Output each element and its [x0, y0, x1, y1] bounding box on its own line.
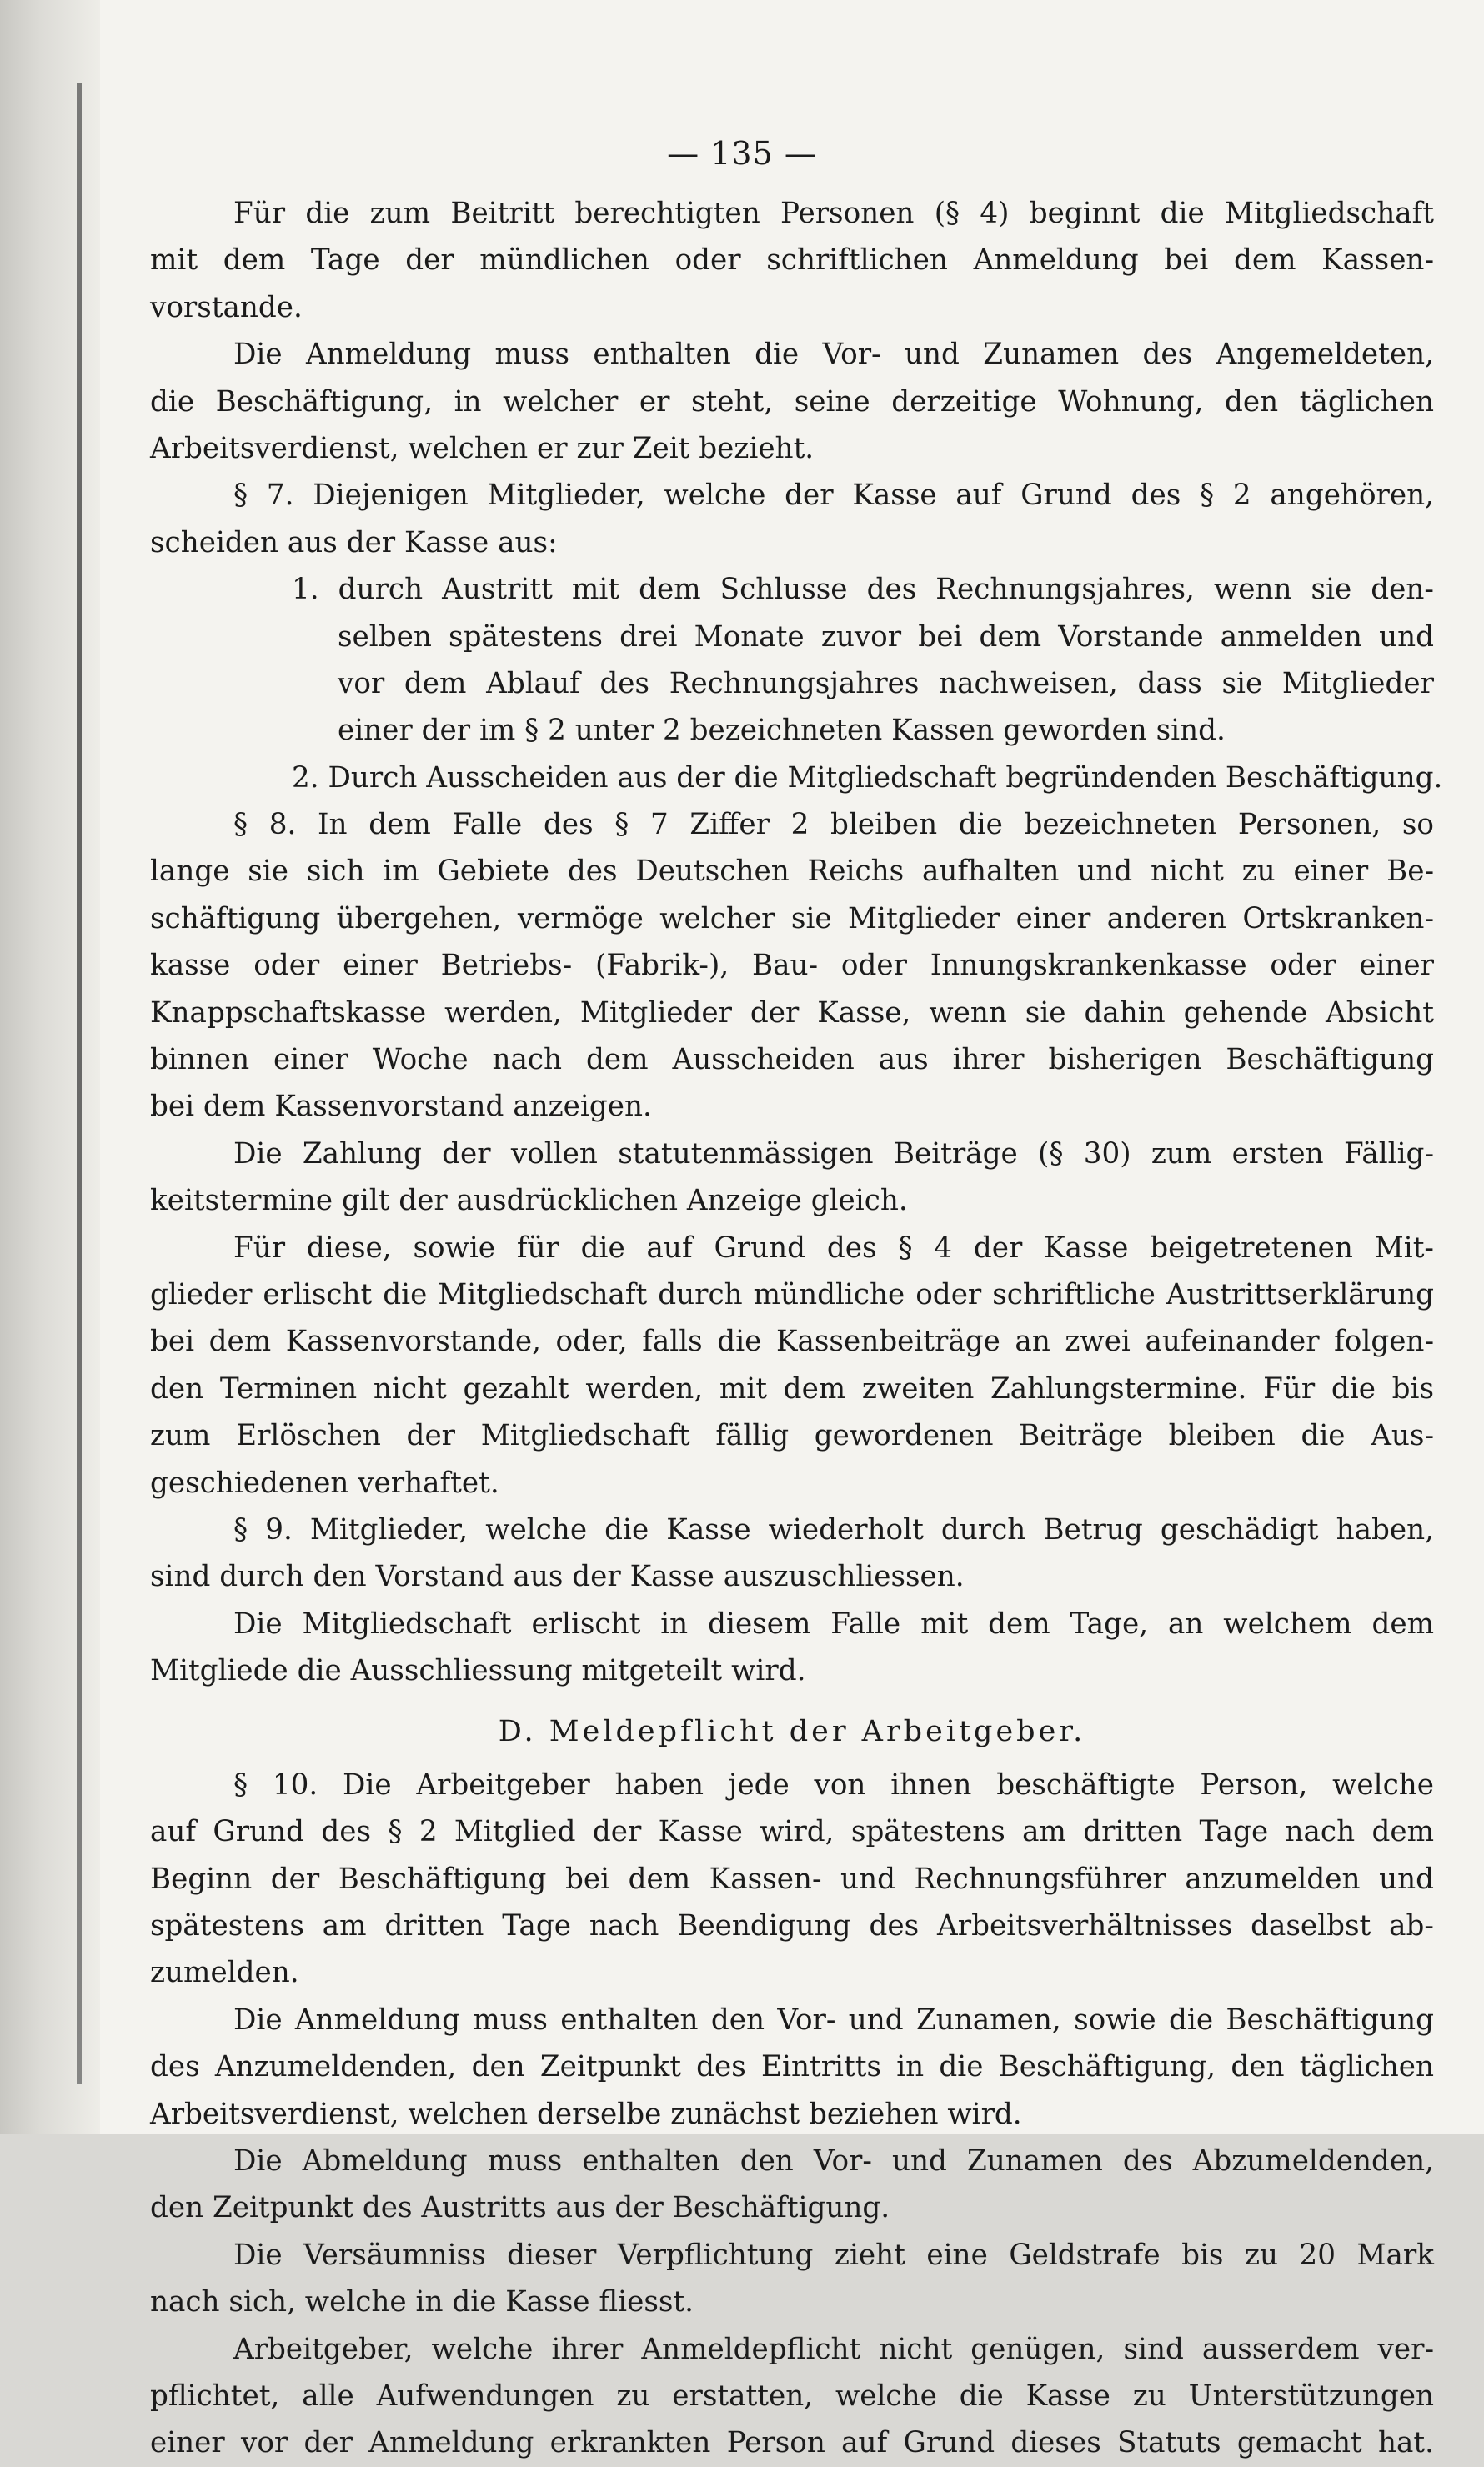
text-line: § 7. Diejenigen Mitglieder, welche der Kasse auf Grund des § 2 angehören,: [233, 479, 1434, 513]
text-line: den Zeitpunkt des Austritts aus der Beschäftigung.: [150, 2191, 890, 2225]
text-line: die Beschäftigung, in welcher er steht, seine derzeitige Wohnung, den täglichen: [150, 384, 1434, 419]
text-line: mit dem Tage der mündlichen oder schriftlichen Anmeldung bei dem Kassen-: [150, 243, 1434, 278]
text-line: Für diese, sowie für die auf Grund des § 4 der Kasse beigetretenen Mit-: [233, 1231, 1434, 1265]
text-line: § 8. In dem Falle des § 7 Ziffer 2 bleiben die bezeichneten Personen, so: [233, 808, 1434, 842]
text-line: spätestens am dritten Tage nach Beendigung des Arbeitsverhältnisses daselbst ab-: [150, 1909, 1434, 1943]
text-line: binnen einer Woche nach dem Ausscheiden aus ihrer bisherigen Beschäftigung: [150, 1043, 1434, 1077]
text-line: Die Anmeldung muss enthalten den Vor- und Zunamen, sowie die Beschäftigung: [233, 2003, 1434, 2037]
text-line: auf Grund des § 2 Mitglied der Kasse wird, spätestens am dritten Tage nach dem: [150, 1815, 1434, 1849]
text-line: keitstermine gilt der ausdrücklichen Anzeige gleich.: [150, 1184, 908, 1218]
text-line: einer der im § 2 unter 2 bezeichneten Kassen geworden sind.: [338, 714, 1226, 748]
text-line: Die Abmeldung muss enthalten den Vor- und Zunamen des Abzumeldenden,: [233, 2144, 1434, 2179]
text-line: nach sich, welche in die Kasse fliesst.: [150, 2285, 694, 2319]
text-line: zum Erlöschen der Mitgliedschaft fällig gewordenen Beiträge bleiben die Aus-: [150, 1419, 1434, 1453]
text-line: selben spätestens drei Monate zuvor bei dem Vorstande anmelden und: [338, 619, 1434, 654]
text-line: Die Anmeldung muss enthalten die Vor- und Zunamen des Angemeldeten,: [233, 338, 1434, 372]
text-line: Für die zum Beitritt berechtigten Personen (§ 4) beginnt die Mitgliedschaft: [233, 197, 1434, 230]
text-line: Knappschaftskasse werden, Mitglieder der Kasse, wenn sie dahin gehende Absicht: [150, 995, 1434, 1030]
body-text: [150, 190, 1443, 2460]
text-line: 2. Durch Ausscheiden aus der die Mitgliedschaft begründenden Beschäftigung.: [292, 760, 1443, 795]
text-line: glieder erlischt die Mitgliedschaft durch mündliche oder schriftliche Austrittserklärung: [150, 1277, 1434, 1311]
text-line: Die Zahlung der vollen statutenmässigen Beiträge (§ 30) zum ersten Fällig-: [233, 1136, 1434, 1171]
text-line: 1. durch Austritt mit dem Schlusse des Rechnungsjahres, wenn sie den-: [292, 573, 1434, 607]
text-line: Mitgliede die Ausschliessung mitgeteilt wird.: [150, 1654, 806, 1688]
text-line: Beginn der Beschäftigung bei dem Kassen- und Rechnungsführer anzumelden und: [150, 1862, 1434, 1896]
text-line: § 9. Mitglieder, welche die Kasse wiederholt durch Betrug geschädigt haben,: [233, 1512, 1434, 1547]
text-line: Arbeitgeber, welche ihrer Anmeldepflicht nicht genügen, sind ausserdem ver-: [233, 2332, 1434, 2366]
page-number: — 135 —: [667, 135, 817, 172]
text-line: Arbeitsverdienst, welchen derselbe zunächst beziehen wird.: [150, 2097, 1022, 2131]
text-line: pflichtet, alle Aufwendungen zu erstatten, welche die Kasse zu Unterstützungen: [150, 2379, 1434, 2413]
text-line: bei dem Kassenvorstande, oder, falls die Kassenbeiträge an zwei aufeinander folgen-: [150, 1325, 1434, 1359]
text-line: vor dem Ablauf des Rechnungsjahres nachweisen, dass sie Mitglieder: [338, 666, 1434, 700]
text-line: kasse oder einer Betriebs- (Fabrik-), Bau- oder Innungskrankenkasse oder einer: [150, 949, 1434, 983]
text-line: lange sie sich im Gebiete des Deutschen Reichs aufhalten und nicht zu einer Be-: [150, 855, 1434, 889]
text-line: den Terminen nicht gezahlt werden, mit dem zweiten Zahlungstermine. Für die bis: [150, 1371, 1434, 1406]
text-line: Die Mitgliedschaft erlischt in diesem Falle mit dem Tage, an welchem dem: [233, 1607, 1434, 1641]
text-line: scheiden aus der Kasse aus:: [150, 525, 558, 559]
text-line: sind durch den Vorstand aus der Kasse auszuschliessen.: [150, 1560, 965, 1594]
text-line: Die Versäumniss dieser Verpflichtung zieht eine Geldstrafe bis zu 20 Mark: [233, 2238, 1434, 2272]
page-binding-shadow: [0, 0, 100, 2134]
text-line: bei dem Kassenvorstand anzeigen.: [150, 1090, 652, 1124]
text-line: § 10. Die Arbeitgeber haben jede von ihnen beschäftigte Person, welche: [233, 1768, 1434, 1802]
binding-edge: [77, 83, 82, 2084]
text-line: einer vor der Anmeldung erkrankten Person auf Grund dieses Statuts gemacht hat.: [150, 2426, 1434, 2460]
text-line: zumelden.: [150, 1956, 299, 1990]
text-line: des Anzumeldenden, den Zeitpunkt des Eintritts in die Beschäftigung, den täglichen: [150, 2050, 1434, 2084]
section-heading-d: D. Meldepflicht der Arbeitgeber.: [498, 1714, 1086, 1748]
text-line: Arbeitsverdienst, welchen er zur Zeit bezieht.: [150, 431, 815, 465]
text-line: vorstande.: [150, 290, 303, 324]
text-line: geschiedenen verhaftet.: [150, 1466, 499, 1500]
text-line: schäftigung übergehen, vermöge welcher sie Mitglieder einer anderen Ortskranken-: [150, 901, 1434, 935]
